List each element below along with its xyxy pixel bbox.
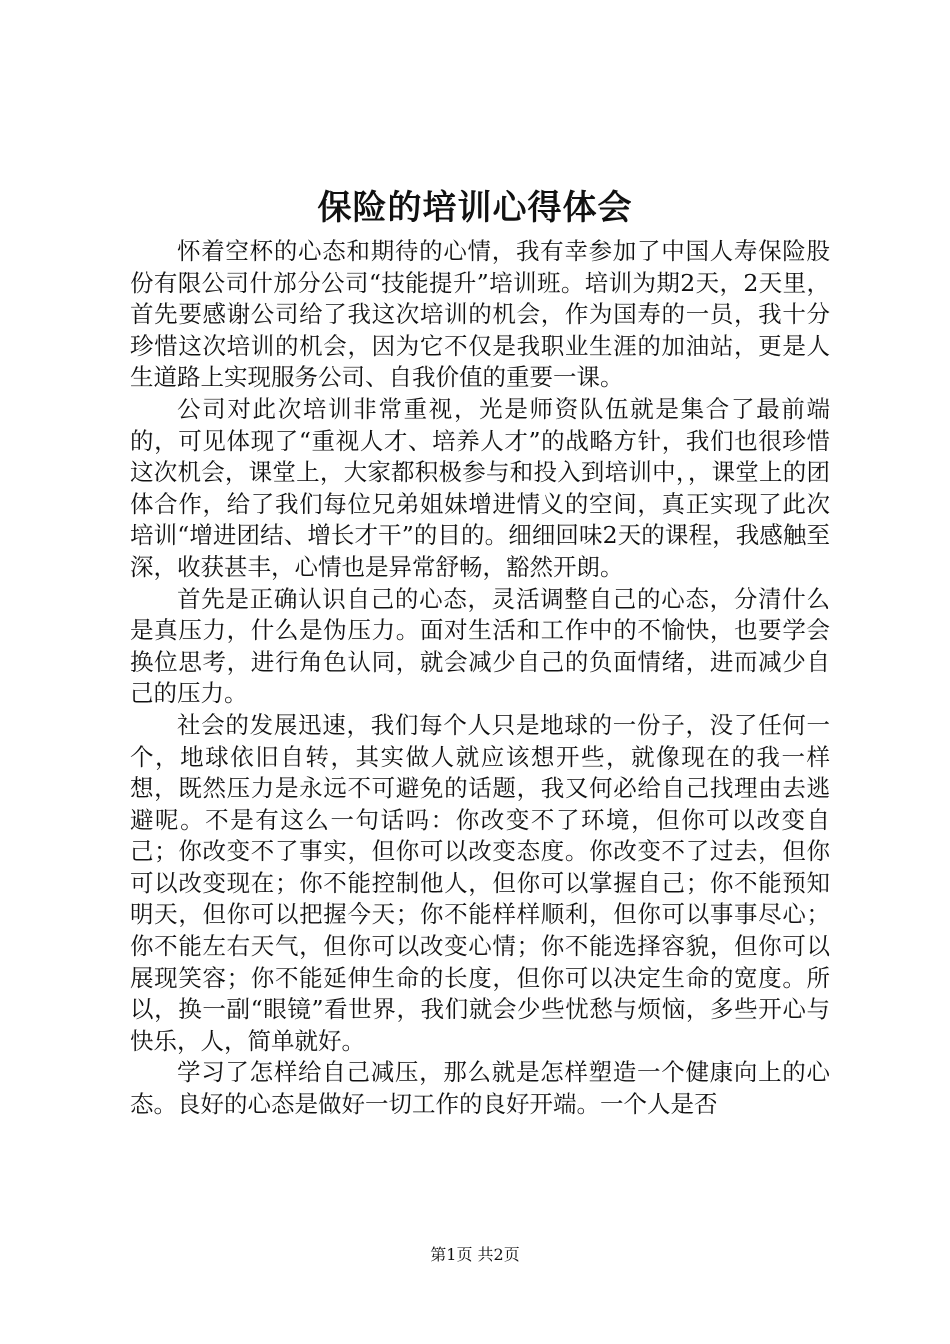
paragraph: 学习了怎样给自己减压，那么就是怎样塑造一个健康向上的心态。良好的心态是做好一切工作的良好开端。一个人是否	[130, 1058, 830, 1119]
document-title: 保险的培训心得体会	[317, 188, 633, 228]
paragraph: 公司对此次培训非常重视，光是师资队伍就是集合了最前端的，可见体现了“重视人才、培养人才”的战略方针，我们也很珍惜这次机会，课堂上，大家都积极参与和投入到培训中，，课堂上的团体合作，给了我们每位兄弟姐妹增进情义的空间，真正实现了此次培训“增进团结、增长才干”的目的。细细回味2天的课程，我感触至深，收获甚丰，心情也是异常舒畅，豁然开朗。	[130, 394, 830, 581]
paragraph: 首先是正确认识自己的心态，灵活调整自己的心态，分清什么是真压力，什么是伪压力。面对生活和工作中的不愉快，也要学会换位思考，进行角色认同，就会减少自己的负面情绪，进而减少自己的压力。	[130, 584, 830, 708]
paragraph: 怀着空杯的心态和期待的心情，我有幸参加了中国人寿保险股份有限公司什邡分公司“技能提升”培训班。培训为期2天，2天里，首先要感谢公司给了我这次培训的机会，作为国寿的一员，我十分珍惜这次培训的机会，因为它不仅是我职业生涯的加油站，更是人生道路上实现服务公司、自我价值的重要一课。	[130, 237, 830, 392]
paragraph: 社会的发展迅速，我们每个人只是地球的一份子，没了任何一个，地球依旧自转，其实做人就应该想开些，就像现在的我一样想，既然压力是永远不可避免的话题，我又何必给自己找理由去逃避呢。不是有这么一句话吗：你改变不了环境，但你可以改变自己；你改变不了事实，但你可以改变态度。你改变不了过去，但你可以改变现在；你不能控制他人，但你可以掌握自己；你不能预知明天，但你可以把握今天；你不能样样顺利，但你可以事事尽心；你不能左右天气，但你可以改变心情；你不能选择容貌，但你可以展现笑容；你不能延伸生命的长度，但你可以决定生命的宽度。所以，换一副“眼镜”看世界，我们就会少些忧愁与烦恼，多些开心与快乐，人，简单就好。	[130, 710, 830, 1055]
page-footer: 第1页 共2页	[430, 1245, 520, 1264]
document-body	[130, 236, 830, 1121]
